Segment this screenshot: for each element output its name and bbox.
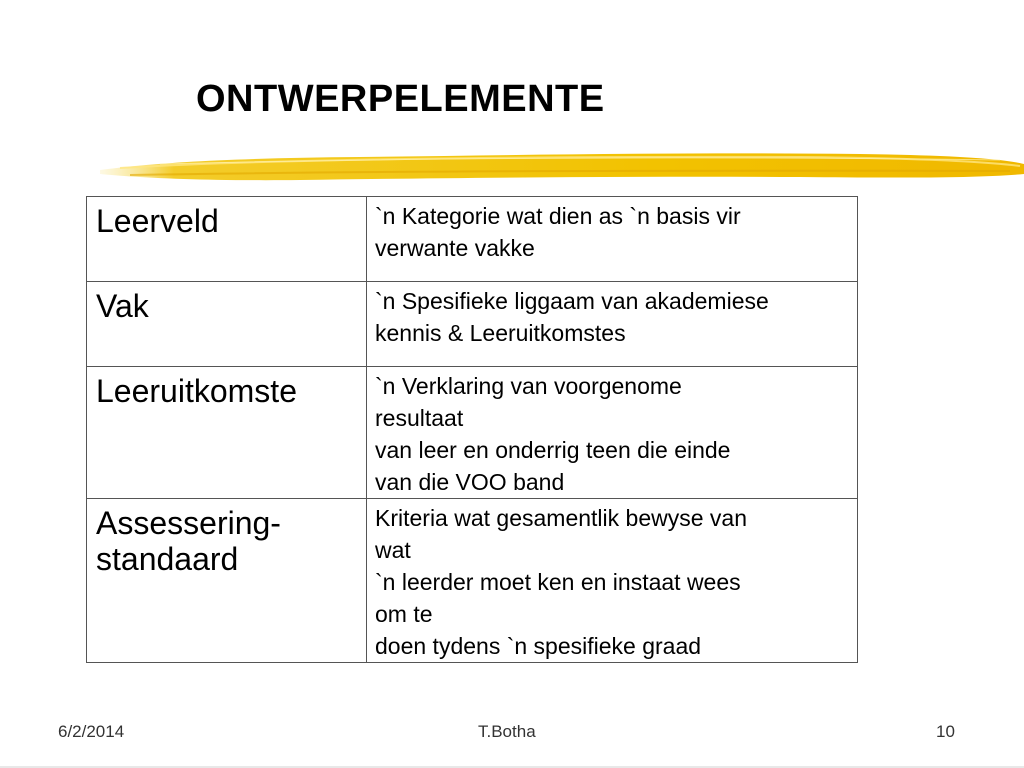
- description-line: resultaat: [375, 405, 464, 431]
- description-line: `n leerder moet ken en instaat wees: [375, 569, 741, 595]
- description-line: `n Kategorie wat dien as `n basis vir: [375, 203, 741, 229]
- term-cell: Leerveld: [87, 197, 367, 282]
- term-cell: Leeruitkomste: [87, 367, 367, 499]
- footer-author: T.Botha: [478, 722, 536, 741]
- description-line: verwante vakke: [375, 235, 535, 261]
- table-row: [87, 197, 858, 282]
- description-line: doen tydens `n spesifieke graad: [375, 633, 702, 659]
- description-line: wat: [375, 537, 411, 563]
- description-line: van leer en onderrig teen die einde: [375, 437, 731, 463]
- description-line: om te: [375, 601, 433, 627]
- description-line: `n Verklaring van voorgenome: [375, 373, 682, 399]
- description-line: kennis & Leeruitkomstes: [375, 320, 626, 346]
- term-cell: Vak: [87, 282, 367, 367]
- term-cell: [87, 499, 367, 663]
- description-line: Kriteria wat gesamentlik bewyse van: [375, 505, 747, 531]
- description-cell: [367, 367, 858, 499]
- table-row: [87, 282, 858, 367]
- slide-title: ONTWERPELEMENTE: [196, 78, 605, 120]
- yellow-brush-stroke: [100, 148, 1024, 188]
- description-line: `n Spesifieke liggaam van akademiese: [375, 288, 769, 314]
- definitions-table: [86, 196, 858, 663]
- description-cell: [367, 499, 858, 663]
- term-line: Assessering-: [96, 505, 281, 541]
- description-line: van die VOO band: [375, 469, 565, 495]
- description-cell: [367, 282, 858, 367]
- description-cell: [367, 197, 858, 282]
- table-row: [87, 367, 858, 499]
- footer-page-number: 10: [936, 722, 955, 741]
- term-line: standaard: [96, 541, 239, 577]
- table-row: [87, 499, 858, 663]
- footer-date: 6/2/2014: [58, 722, 125, 741]
